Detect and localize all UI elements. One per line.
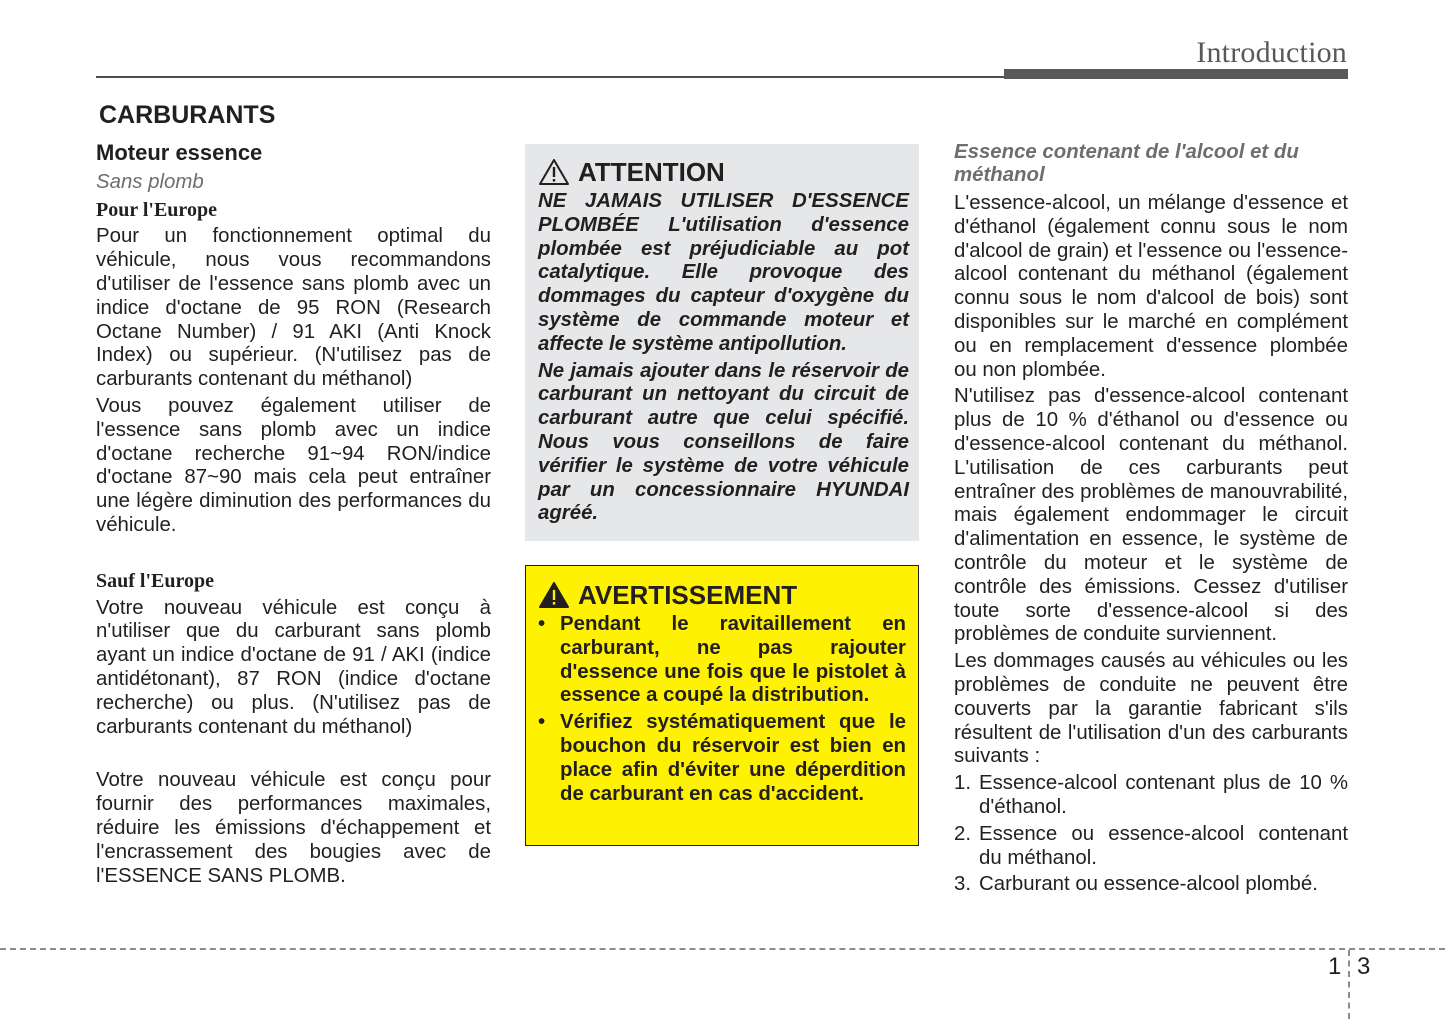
- header-rule-accent: [1004, 69, 1348, 79]
- list-item: 3. Carburant ou essence-alcool plombé.: [954, 873, 1318, 896]
- warning-list: [538, 613, 906, 806]
- right-column: [954, 141, 1348, 900]
- attention-title: ATTENTION: [578, 157, 725, 187]
- paragraph: Votre nouveau véhicule est conçu à n'utiliser que du carburant sans plomb ayant un indice d'octane de 91 / AKI (indice antidétonant), 87 RON (indice d'octane recherche) ou plus. (N'utilisez pas de carburants contenant du méthanol): [96, 596, 491, 738]
- heading-alcool-methanol: Essence contenant de l'alcool et du méthanol: [954, 141, 1299, 186]
- attention-paragraph: NE JAMAIS UTILISER D'ESSENCE PLOMBÉE L'utilisation d'essence plombée est préjudiciable au pot catalytique. Elle provoque des dommages du capteur d'oxygène du système de commande moteur et affecte le système antipollution.: [538, 190, 909, 355]
- paragraph: Vous pouvez également utiliser de l'essence sans plomb avec un indice d'octane recherche 91~94 RON/indice d'octane 87~90 mais cela peut entraîner une légère diminution des performances du véhicule.: [96, 394, 491, 536]
- chapter-title: Introduction: [1196, 36, 1347, 69]
- attention-box: [525, 144, 919, 541]
- bullet: •: [538, 613, 546, 635]
- warning-title: AVERTISSEMENT: [578, 580, 798, 610]
- fuel-list: [954, 772, 1348, 897]
- warning-header: [538, 581, 906, 609]
- header-rule: [96, 76, 1006, 78]
- list-item: 2. Essence ou essence-alcool contenant du méthanol.: [954, 822, 1348, 869]
- subheading-sans-plomb: Sans plomb: [96, 170, 204, 193]
- list-item: [538, 613, 906, 708]
- warning-box: [525, 565, 919, 846]
- warning-triangle-outline-icon: [538, 158, 570, 186]
- paragraph: Les dommages causés au véhicules ou les problèmes de conduite ne peuvent être couverts par la garantie fabricant s'ils résultent de l'utilisation d'un des carburants suivants :: [954, 650, 1348, 768]
- page-number: 3: [1357, 953, 1371, 980]
- bullet: •: [538, 711, 546, 734]
- left-column: [96, 141, 491, 888]
- page-number-separator: [1348, 950, 1350, 1019]
- footer-divider: [0, 948, 1445, 950]
- paragraph: L'essence-alcool, un mélange d'essence et d'éthanol (également connu sous le nom d'alcool de grain) et l'essence ou l'essence-alcool contenant du méthanol (également connu sous le nom d'alcool de bois) sont disponibles sur le marché en complément ou en remplacement d'essence plombée ou non plombée.: [954, 192, 1348, 381]
- warning-triangle-filled-icon: [538, 581, 570, 609]
- warning-item-text: Vérifiez systématiquement que le bouchon du réservoir est bien en place afin d'éviter une déperdition de carburant en cas d'accident.: [560, 711, 906, 805]
- section-title: CARBURANTS: [99, 101, 276, 129]
- list-item: [538, 711, 906, 806]
- label-pour-europe: Pour l'Europe: [96, 198, 217, 221]
- list-item: 1. Essence-alcool contenant plus de 10 % d'éthanol.: [954, 772, 1348, 818]
- paragraph: N'utilisez pas d'essence-alcool contenant plus de 10 % d'éthanol ou d'essence ou d'essence-alcool contenant du méthanol. L'utilisation de ces carburants peut entraîner des problèmes de manouvrabilité, mais également endommager le circuit d'alimentation en essence, le système de contrôle du moteur et le système de contrôle des émissions. Cessez d'utiliser toute sorte d'essence-alcool si des problèmes de conduite surviennent.: [954, 385, 1348, 646]
- label-sauf-europe: Sauf l'Europe: [96, 569, 214, 592]
- paragraph: Votre nouveau véhicule est conçu pour fournir des performances maximales, réduire les émissions d'échappement et l'encrassement des bougies avec de l'ESSENCE SANS PLOMB.: [96, 769, 491, 887]
- paragraph: Pour un fonctionnement optimal du véhicule, nous vous recommandons d'utiliser de l'essence sans plomb avec un indice d'octane de 95 RON (Research Octane Number) / 91 AKI (Anti Knock Index) ou supérieur. (N'utilisez pas de carburants contenant du méthanol): [96, 225, 491, 391]
- attention-paragraph: Ne jamais ajouter dans le réservoir de carburant un nettoyant du circuit de carburant autre que celui spécifié. Nous vous conseillons de faire vérifier le système de votre véhicule par un concessionnaire HYUNDAI agréé.: [538, 359, 909, 525]
- warning-item-text: Pendant le ravitaillement en carburant, ne pas rajouter d'essence une fois que le pistolet à essence a coupé la distribution.: [560, 613, 906, 707]
- heading-moteur-essence: Moteur essence: [96, 140, 263, 165]
- attention-header: [538, 158, 909, 186]
- chapter-number: 1: [1328, 953, 1342, 980]
